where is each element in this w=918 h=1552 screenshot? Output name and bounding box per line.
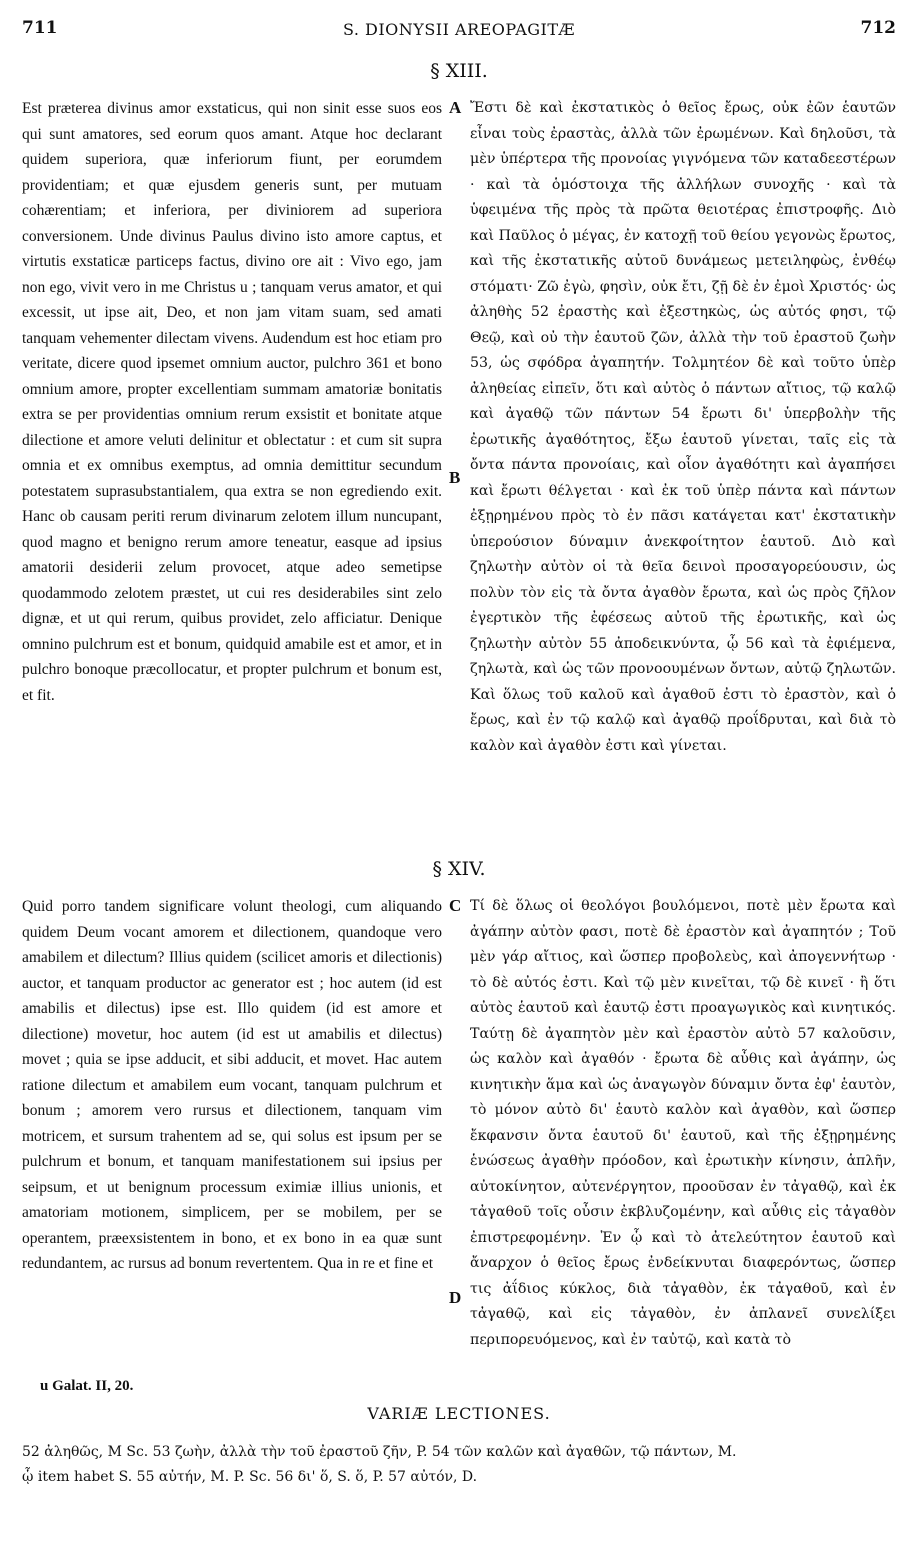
page-number-left: 711	[22, 18, 58, 38]
variae-lectiones	[22, 1440, 896, 1490]
margin-letter-b: B	[449, 468, 461, 487]
footnote: u Galat. II, 20.	[40, 1378, 134, 1394]
running-title: S. DIONYSII AREOPAGITÆ	[342, 20, 576, 39]
section-13-latin-column	[22, 96, 442, 708]
section-13-greek-column	[470, 96, 896, 759]
margin-letter-a: A	[449, 98, 462, 117]
margin-letter-c: C	[449, 896, 462, 915]
page-number-right: 712	[860, 18, 896, 38]
variae-line-1: 52 ἀληθῶς, M Sc. 53 ζωὴν, ἀλλὰ τὴν τοῦ ἐραστοῦ ζῆν, P. 54 τῶν καλῶν καὶ ἀγαθῶν, τῷ πάντων, M.	[22, 1444, 737, 1460]
variae-line-2: ᾧ item habet S. 55 αὐτήν, M. P. Sc. 56 δι' ὅ, S. ὅ, P. 57 αὐτόν, D.	[22, 1469, 478, 1485]
variae-lectiones-heading: VARIÆ LECTIONES.	[367, 1404, 551, 1423]
section-14-latin-text: Quid porro tandem significare volunt theologi, cum aliquando quidem Deum vocant amorem et dilectionem, quandoque vero amabilem et dilectum? Illius quidem (scilicet amoris et dilectionis) auctor, et tanquam productor ac generator est ; hoc autem (id est amabilis et dilectus) ipse est. Illo quidem (id est amore et dilectione) movetur, hoc autem (id est ut amabilis et dilectus) movet ; quia se ipse adducit, et sibi adducit, et movet. Hac autem ratione dilectum et amabilem eum vocant, tanquam pulchrum et bonum ; amorem vero rursus et dilectionem, tanquam vim motricem, et sursum trahentem ad se, qui solus est ipsum per se pulchrum et bonum, et tanquam manifestationem sui ipsius per seipsum, et ut benignum processum eximiæ illius unionis, et amatoriam motionem, simplicem, per se mobilem, per se operantem, præexsistentem in bono, et ex bono in ea quæ sunt redundantem, ac rursus ad bonum revertentem. Qua in re et fine et	[22, 898, 442, 1272]
section-14-latin-column	[22, 894, 442, 1277]
section-14-greek-column	[470, 894, 896, 1353]
margin-letter-d: D	[449, 1288, 462, 1307]
section-13-greek-text: Ἔστι δὲ καὶ ἐκστατικὸς ὁ θεῖος ἔρως, οὐκ ἐῶν ἑαυτῶν εἶναι τοὺς ἐραστὰς, ἀλλὰ τῶν ἐρωμένων. Καὶ δηλοῦσι, τὰ μὲν ὑπέρτερα τῆς προνοίας γιγνόμενα τῶν καταδεεστέρων · καὶ τὰ ὁμόστοιχα τῆς ἀλλήλων συνοχῆς · καὶ τὰ ὑφειμένα τῆς πρὸς τὰ πρῶτα θειοτέρας ἐπιστροφῆς. Διὸ καὶ Παῦλος ὁ μέγας, ἐν κατοχῇ τοῦ θείου γεγονὼς ἔρωτος, καὶ τῆς ἐκστατικῆς αὐτοῦ δυνάμεως μετειληφὼς, ἐνθέῳ στόματι· Ζῶ ἐγὼ, φησὶν, οὐκ ἔτι, ζῇ δὲ ἐν ἐμοὶ Χριστός· ὡς ἀληθὴς 52 ἐραστὴς καὶ ἐξεστηκὼς, ὡς αὐτός φησι, τῷ Θεῷ, καὶ οὐ τὴν ἑαυτοῦ ζῶν, ἀλλὰ τὴν τοῦ ἐραστοῦ ζωὴν 53, ὡς σφόδρα ἀγαπητήν. Τολμητέον δὲ καὶ τοῦτο ὑπὲρ ἀληθείας εἰπεῖν, ὅτι καὶ αὐτὸς ὁ πάντων αἴτιος, τῷ καλῷ καὶ ἀγαθῷ τῶν πάντων 54 ἔρωτι δι' ὑπερβολὴν τῆς ἐρωτικῆς ἀγαθότητος, ἔξω ἑαυτοῦ γίνεται, ταῖς εἰς τὰ ὄντα πάντα προνοίαις, καὶ οἷον ἀγαθότητι καὶ ἀγαπήσει καὶ ἔρωτι θέλγεται · καὶ ἐκ τοῦ ὑπὲρ πάντα καὶ πάντων ἐξῃρημένου πρὸς τὸ ἐν πᾶσι κατάγεται κατ' ἐκστατικὴν ὑπερούσιον δύναμιν ἀνεκφοίτητον ἑαυτοῦ. Διὸ καὶ ζηλωτὴν αὐτὸν οἱ τὰ θεῖα δεινοὶ προσαγορεύουσιν, ὡς πολὺν τὸν εἰς τὰ ὄντα ἀγαθὸν ἔρωτα, καὶ ὡς πρὸς ζῆλον ἐγερτικὸν τῆς ἐφέσεως αὐτοῦ τῆς ἐρωτικῆς, καὶ ὡς ζηλωτὴν αὐτὸν 55 ἀποδεικνύντα, ᾧ 56 καὶ τὰ ἐφιέμενα, ζηλωτὰ, καὶ ὡς τῶν προνοουμένων ὄντων, αὐτῷ ζηλωτῶν. Καὶ ὅλως τοῦ καλοῦ καὶ ἀγαθοῦ ἐστι τὸ ἐραστὸν, καὶ ὁ ἔρως, καὶ ἐν τῷ καλῷ καὶ ἀγαθῷ προΐδρυται, καὶ διὰ τὸ καλὸν καὶ ἀγαθὸν ἐστι καὶ γίνεται.	[470, 100, 896, 754]
section-13-heading: § XIII.	[430, 60, 488, 82]
section-14-heading: § XIV.	[432, 858, 486, 880]
section-14-greek-text: Τί δὲ ὅλως οἱ θεολόγοι βουλόμενοι, ποτὲ μὲν ἔρωτα καὶ ἀγάπην αὐτὸν φασι, ποτὲ δὲ ἐραστὸν καὶ ἀγαπητόν ; Τοῦ μὲν γάρ αἴτιος, καὶ ὥσπερ προβολεὺς, καὶ ἀπογεννήτωρ · τὸ δὲ αὐτός ἐστι. Καὶ τῷ μὲν κινεῖται, τῷ δὲ κινεῖ · ἢ ὅτι αὐτὸς ἑαυτοῦ καὶ ἑαυτῷ ἐστι προαγωγικὸς καὶ κινητικός. Ταύτῃ δὲ ἀγαπητὸν μὲν καὶ ἐραστὸν αὐτὸ 57 καλοῦσιν, ὡς καλὸν καὶ ἀγαθόν · ἔρωτα δὲ αὖθις καὶ ἀγάπην, ὡς κινητικὴν ἅμα καὶ ὡς ἀναγωγὸν δύναμιν ὄντα ἐφ' ἑαυτὸν, τὸ μόνον αὐτὸ δι' ἑαυτὸ καλὸν καὶ ἀγαθὸν, καὶ ὥσπερ ἔκφανσιν ὄντα ἑαυτοῦ δι' ἑαυτοῦ, καὶ τῆς ἐξῃρημένης ἑνώσεως ἀγαθὴν πρόοδον, καὶ ἐρωτικὴν κίνησιν, ἁπλῆν, αὐτοκίνητον, αὐτενέργητον, προοῦσαν ἐν τἀγαθῷ, καὶ ἐκ τἀγαθοῦ τοῖς οὖσιν ἐκβλυζομένην, καὶ αὖθις εἰς τἀγαθὸν ἐπιστρεφομένην. Ἐν ᾧ καὶ τὸ ἀτελεύτητον ἑαυτοῦ καὶ ἄναρχον ὁ θεῖος ἔρως ἐνδείκνυται διαφερόντως, ὥσπερ τις ἀΐδιος κύκλος, διὰ τἀγαθὸν, ἐκ τἀγαθοῦ, καὶ ἐν τἀγαθῷ, καὶ εἰς τἀγαθὸν, ἐν ἀπλανεῖ συνελίξει περιπορευόμενος, καὶ ἐν ταὐτῷ, καὶ κατὰ τὸ	[470, 898, 896, 1348]
section-13-latin-text: Est præterea divinus amor exstaticus, qui non sinit esse suos eos qui sunt amatores, sed eorum quos amant. Atque hoc declarant quidem superiora, quæ inferiorum fiunt, per eorumdem providentiam; et quæ ejusdem generis sunt, per mutuam cohærentiam; et inferiora, per diviniorem ad superiora conversionem. Unde divinus Paulus divino isto amore captus, et virtutis exstaticæ particeps factus, divino ore ait : Vivo ego, jam non ego, vivit vero in me Christus u ; tanquam verus amator, et qui excessit, ut ipse ait, Deo, et non jam vitam suam, sed amati tanquam vehementer dilectam vivens. Audendum est hoc etiam pro veritate, dicere quod ipsemet omnium auctor, pulchro 361 et bono omnium amore, propter excellentiam summam amatoriæ bonitatis extra se per providentias omnium rerum exsistit et bonitate atque dilectione et amore veluti delinitur et oblectatur : et cum sit supra omnia et ex omnibus exemptus, ad omnia demittitur secundum potestatem suprasubstantialem, qua extra se non egrediendo exit. Hanc ob causam periti rerum divinarum zelotem illum nuncupant, quod magno et benigno rerum amore teneatur, easque ad ipsius amatorii desiderii zelum provocet, atque adeo semetipse quodammodo zelotem præstet, ut cui res desiderabiles sint zelo dignæ, et ut qui rerum, quibus providet, zelo afficiatur. Denique omnino pulchrum est et bonum, quidquid amabile est et amor, et in pulchro bonoque præcollocatur, et propter pulchrum et bonum est, et fit.	[22, 100, 442, 704]
